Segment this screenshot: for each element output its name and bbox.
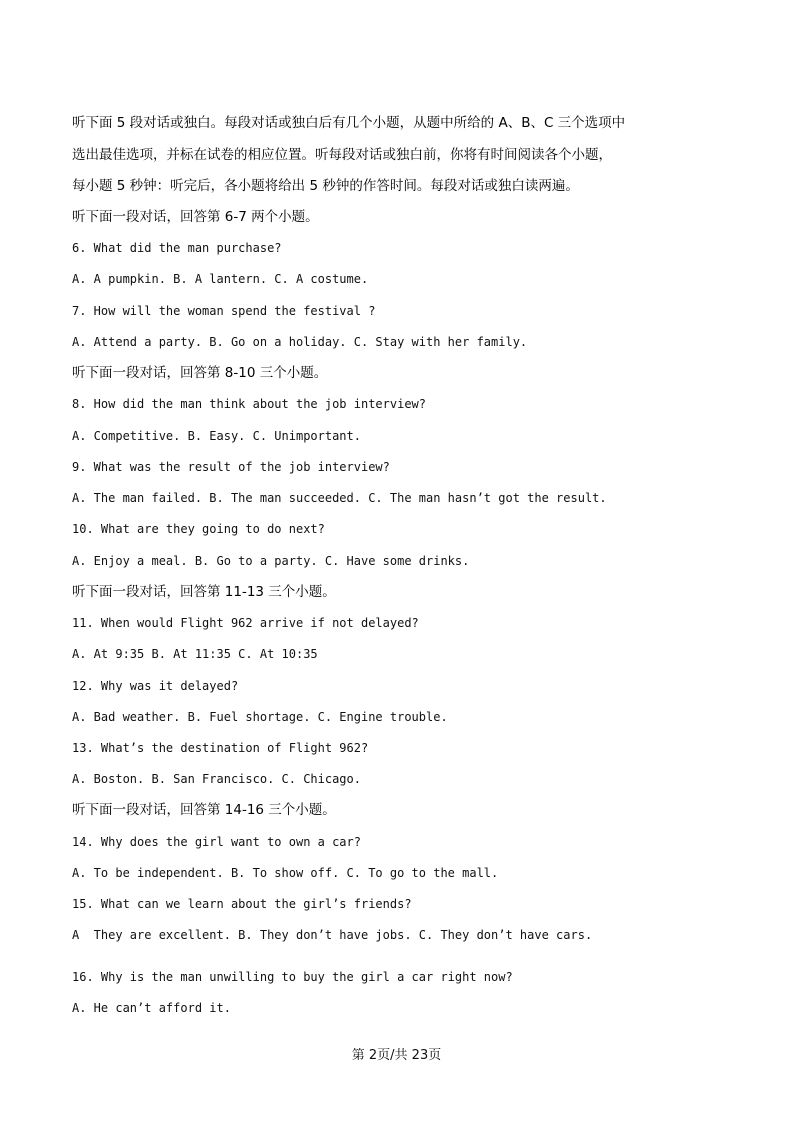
options-6: A. A pumpkin. B. A lantern. C. A costume. xyxy=(72,272,369,286)
question-9: 9. What was the result of the job interview? xyxy=(72,460,390,474)
instruction-line-1: 听下面 5 段对话或独白。每段对话或独白后有几个小题，从题中所给的 A、B、C 三个选项中 xyxy=(72,115,626,131)
section-heading-6-7: 听下面一段对话，回答第 6-7 两个小题。 xyxy=(72,209,319,225)
section-heading-8-10: 听下面一段对话，回答第 8-10 三个小题。 xyxy=(72,365,328,381)
question-10: 10. What are they going to do next? xyxy=(72,522,325,536)
question-7: 7. How will the woman spend the festival ? xyxy=(72,304,376,318)
instruction-line-2: 选出最佳选项，并标在试卷的相应位置。听每段对话或独白前，你将有时间阅读各个小题， xyxy=(72,147,612,163)
question-16: 16. Why is the man unwilling to buy the girl a car right now? xyxy=(72,970,513,984)
options-10: A. Enjoy a meal. B. Go to a party. C. Have some drinks. xyxy=(72,554,470,568)
question-15: 15. What can we learn about the girl’s friends? xyxy=(72,897,412,911)
options-8: A. Competitive. B. Easy. C. Unimportant. xyxy=(72,429,361,443)
options-15: A They are excellent. B. They don’t have jobs. C. They don’t have cars. xyxy=(72,928,593,942)
section-heading-11-13: 听下面一段对话，回答第 11-13 三个小题。 xyxy=(72,584,336,600)
options-7: A. Attend a party. B. Go on a holiday. C. Stay with her family. xyxy=(72,335,528,349)
options-9: A. The man failed. B. The man succeeded. C. The man hasn’t got the result. xyxy=(72,491,607,505)
options-14: A. To be independent. B. To show off. C. To go to the mall. xyxy=(72,866,499,880)
instruction-line-3: 每小题 5 秒钟：听完后，各小题将给出 5 秒钟的作答时间。每段对话或独白读两遍。 xyxy=(72,178,579,194)
question-11: 11. When would Flight 962 arrive if not delayed? xyxy=(72,616,419,630)
question-13: 13. What’s the destination of Flight 962? xyxy=(72,741,369,755)
question-12: 12. Why was it delayed? xyxy=(72,679,239,693)
options-11: A. At 9:35 B. At 11:35 C. At 10:35 xyxy=(72,647,318,661)
question-14: 14. Why does the girl want to own a car? xyxy=(72,835,361,849)
page-number-footer: 第 2页/共 23页 xyxy=(351,1048,442,1063)
question-6: 6. What did the man purchase? xyxy=(72,241,282,255)
question-8: 8. How did the man think about the job interview? xyxy=(72,397,427,411)
options-12: A. Bad weather. B. Fuel shortage. C. Engine trouble. xyxy=(72,710,448,724)
options-16: A. He can’t afford it. xyxy=(72,1001,231,1015)
section-heading-14-16: 听下面一段对话，回答第 14-16 三个小题。 xyxy=(72,802,336,818)
options-13: A. Boston. B. San Francisco. C. Chicago. xyxy=(72,772,361,786)
